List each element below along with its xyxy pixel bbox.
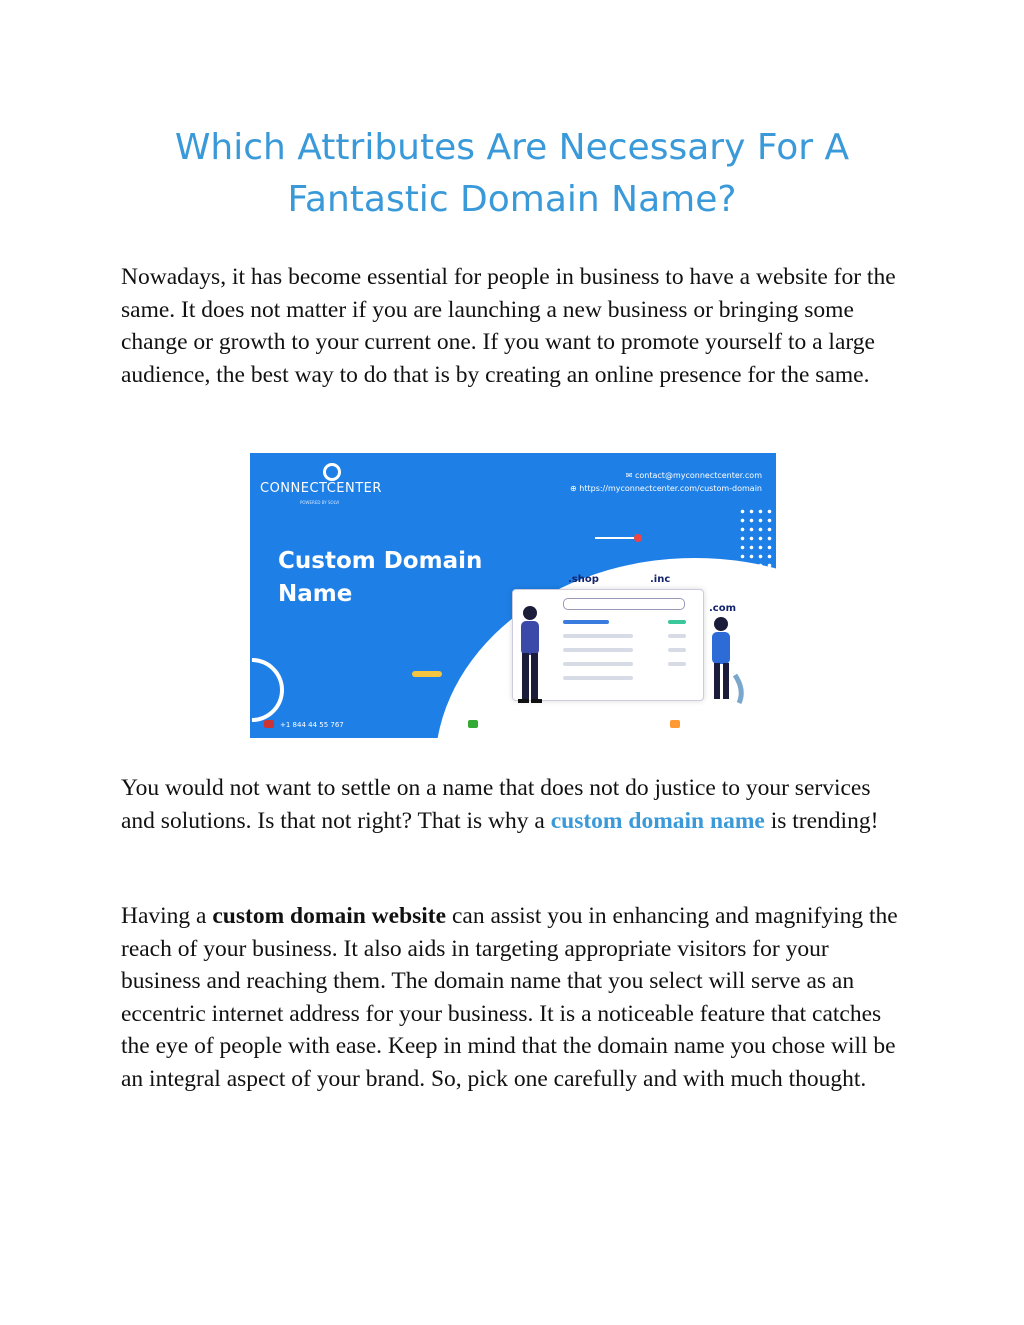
para2-text-before: You would not want to settle on a name that does not do justice to your services and solutions. Is that not right? That is why a <box>121 775 871 834</box>
banner-logo-text: CONNECTCENTER <box>260 481 382 496</box>
connectcenter-logo-icon <box>323 463 341 481</box>
mockup-line <box>563 662 633 666</box>
uae-flag-icon <box>468 720 478 728</box>
custom-domain-banner-image <box>250 453 776 738</box>
mockup-line <box>668 620 686 624</box>
phone-india: +91 9212 080 630 <box>686 721 752 729</box>
custom-domain-name-link[interactable]: custom domain name <box>550 807 765 834</box>
banner-arrow-head <box>634 534 642 542</box>
page-title: Which Attributes Are Necessary For A Fantastic Domain Name? <box>174 127 850 220</box>
mockup-line <box>668 648 686 652</box>
mockup-line <box>563 634 633 638</box>
banner-email: ✉ contact@myconnectcenter.com <box>625 471 762 480</box>
phone-us: +1 844 44 55 767 <box>280 721 344 729</box>
banner-url: ⊕ https://myconnectcenter.com/custom-domain <box>570 484 762 493</box>
phone-uae: +971 50 6271276 <box>484 721 548 729</box>
us-flag-icon <box>264 720 274 728</box>
tld-inc-label: .inc <box>650 574 671 585</box>
mockup-line <box>563 648 633 652</box>
banner-logo-subtext: POWERED BY SOLVI <box>300 500 340 505</box>
tld-com-label: .com <box>709 603 737 614</box>
banner-search-bar <box>563 598 685 610</box>
custom-domain-website-bold: custom domain website <box>212 903 447 929</box>
banner-email-text: contact@myconnectcenter.com <box>635 471 762 480</box>
banner-arrow-line <box>595 537 635 539</box>
banner-headline-line1: Custom Domain <box>278 548 483 574</box>
mockup-line <box>563 676 633 680</box>
para3-text-before: Having a <box>121 903 213 929</box>
third-paragraph <box>121 900 901 1095</box>
mockup-line <box>668 662 686 666</box>
tld-shop-label: .shop <box>568 574 599 585</box>
banner-headline <box>278 545 482 611</box>
woman-figure-icon <box>705 615 745 705</box>
para3-text-after: can assist you in enhancing and magnifying the reach of your business. It also aids in targeting appropriate visitors for your business and reaching them. The domain name that you select will serve as an eccentric internet address for your business. It is a noticeable feature that catches the eye of people with ease. Keep in mind that the domain name you chose will be an integral aspect of your brand. So, pick one carefully and with much thought. <box>121 903 898 1092</box>
india-flag-icon <box>670 720 680 728</box>
para2-text-after: is trending! <box>764 807 879 834</box>
banner-accent-bar <box>412 671 442 677</box>
intro-paragraph: Nowadays, it has become essential for people in business to have a website for the same. It does not matter if you are launching a new business or bringing some change or growth to your current one. If you want to promote yourself to a large audience, the best way to do that is by creating an online presence for the same. <box>121 264 896 388</box>
banner-phone-strip <box>250 715 776 738</box>
second-paragraph <box>121 772 901 837</box>
banner-url-text: https://myconnectcenter.com/custom-domain <box>579 484 762 493</box>
banner-headline-line2: Name <box>278 581 353 607</box>
mockup-line <box>668 634 686 638</box>
mockup-line <box>563 620 609 624</box>
banner-dot-pattern <box>738 507 774 595</box>
man-figure-icon <box>512 603 548 708</box>
